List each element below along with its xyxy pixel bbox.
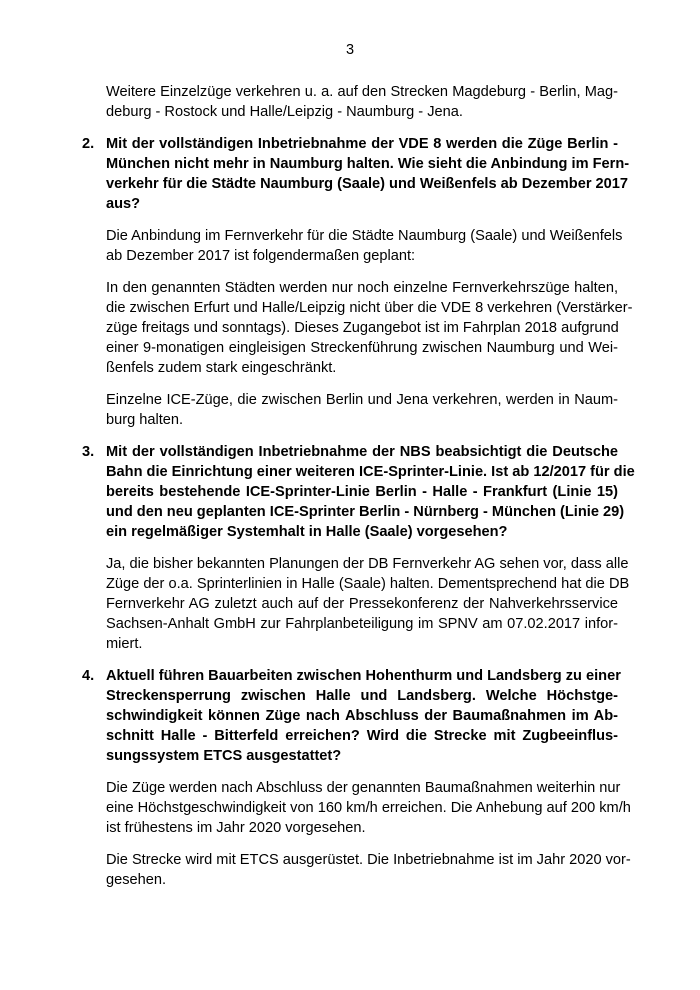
question-number: 3. [82, 444, 95, 460]
question-text-line: Aktuell führen Bauarbeiten zwischen Hohenthurm und Landsberg zu einer [106, 668, 621, 684]
answer-text-line: Die Züge werden nach Abschluss der genannten Baumaßnahmen weiterhin nur [106, 780, 621, 796]
text-line: Weitere Einzelzüge verkehren u. a. auf den Strecken Magdeburg - Berlin, Mag- [106, 84, 618, 100]
answer-text-line: Ja, die bisher bekannten Planungen der DB Fernverkehr AG sehen vor, dass alle [106, 556, 629, 572]
question-text-line: Mit der vollständigen Inbetriebnahme der NBS beabsichtigt die Deutsche [106, 444, 618, 460]
answer-text-line: Sachsen-Anhalt GmbH zur Fahrplanbeteiligung im SPNV am 07.02.2017 infor- [106, 616, 618, 632]
answer-text-line: In den genannten Städten werden nur noch einzelne Fernverkehrszüge halten, [106, 280, 618, 296]
answer-text-line: miert. [106, 636, 143, 652]
answer-text-line: eine Höchstgeschwindigkeit von 160 km/h erreichen. Die Anhebung auf 200 km/h [106, 800, 631, 816]
question-number: 4. [82, 668, 95, 684]
question-text-line: aus? [106, 196, 141, 212]
question-text-line: schnitt Halle - Bitterfeld erreichen? Wird die Strecke mit Zugbeeinflus- [106, 728, 618, 744]
answer-text-line: burg halten. [106, 412, 184, 428]
answer-text-line: Züge der o.a. Sprinterlinien in Halle (Saale) halten. Dementsprechend hat die DB [106, 576, 630, 592]
question-text-line: ein regelmäßiger Systemhalt in Halle (Saale) vorgesehen? [106, 524, 508, 540]
text-line: deburg - Rostock und Halle/Leipzig - Naumburg - Jena. [106, 104, 463, 120]
answer-text-line: gesehen. [106, 872, 167, 888]
question-text-line: verkehr für die Städte Naumburg (Saale) und Weißenfels ab Dezember 2017 [106, 176, 629, 192]
answer-text-line: Einzelne ICE-Züge, die zwischen Berlin und Jena verkehren, werden in Naum- [106, 392, 618, 408]
question-number: 2. [82, 136, 95, 152]
question-text-line: München nicht mehr in Naumburg halten. Wie sieht die Anbindung im Fern- [106, 156, 630, 172]
answer-text-line: Fernverkehr AG zuletzt auch auf der Pressekonferenz der Nahverkehrsservice [106, 596, 618, 612]
answer-text-line: ßenfels zudem stark eingeschränkt. [106, 360, 337, 376]
answer-text-line: ab Dezember 2017 ist folgendermaßen geplant: [106, 248, 416, 264]
question-text-line: Bahn die Einrichtung einer weiteren ICE-Sprinter-Linie. Ist ab 12/2017 für die [106, 464, 635, 480]
answer-text-line: ist frühestens im Jahr 2020 vorgesehen. [106, 820, 366, 836]
question-text-line: schwindigkeit können Züge nach Abschluss der Baumaßnahmen im Ab- [106, 708, 618, 724]
answer-text-line: züge freitags und sonntags). Dieses Zugangebot ist im Fahrplan 2018 aufgrund [106, 320, 619, 336]
answer-text-line: Die Strecke wird mit ETCS ausgerüstet. Die Inbetriebnahme ist im Jahr 2020 vor- [106, 852, 631, 868]
answer-text-line: die zwischen Erfurt und Halle/Leipzig nicht über die VDE 8 verkehren (Verstärker- [106, 300, 633, 316]
question-text-line: Mit der vollständigen Inbetriebnahme der VDE 8 werden die Züge Berlin - [106, 136, 618, 152]
page-number: 3 [345, 42, 355, 58]
question-text-line: Streckensperrung zwischen Halle und Landsberg. Welche Höchstge- [106, 688, 618, 704]
answer-text-line: Die Anbindung im Fernverkehr für die Städte Naumburg (Saale) und Weißenfels [106, 228, 623, 244]
question-text-line: und den neu geplanten ICE-Sprinter Berlin - Nürnberg - München (Linie 29) [106, 504, 625, 520]
question-text-line: bereits bestehende ICE-Sprinter-Linie Berlin - Halle - Frankfurt (Linie 15) [106, 484, 618, 500]
answer-text-line: einer 9-monatigen eingleisigen Streckenführung zwischen Naumburg und Wei- [106, 340, 618, 356]
question-text-line: sungssystem ETCS ausgestattet? [106, 748, 342, 764]
